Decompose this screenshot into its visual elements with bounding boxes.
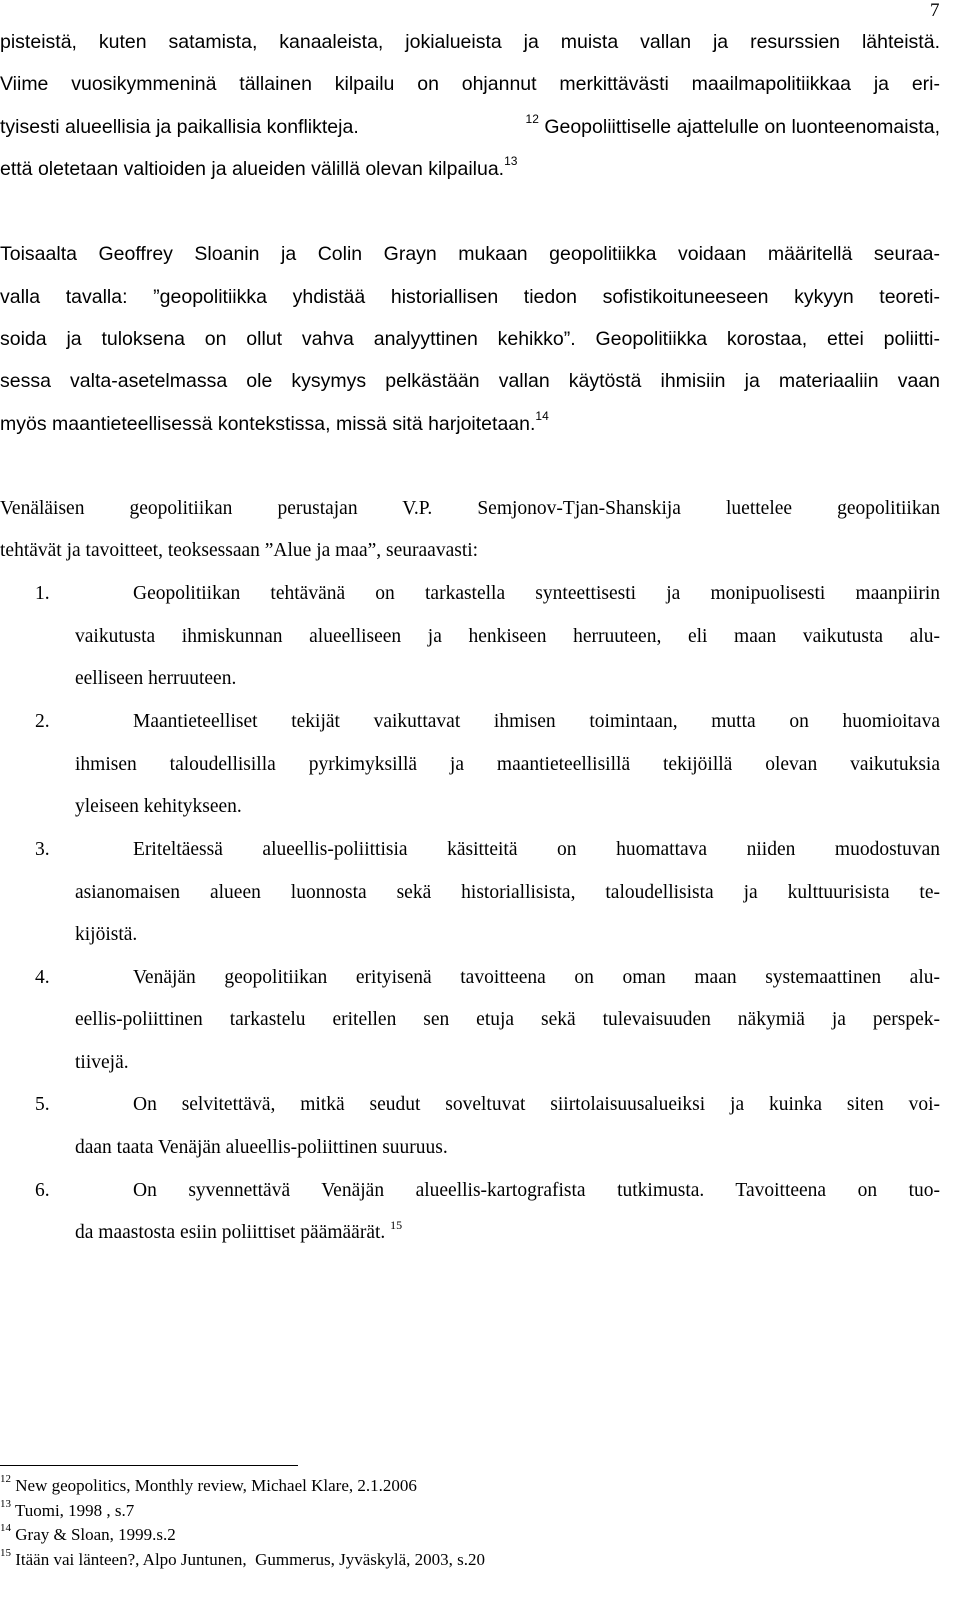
text-segment: da maastosta esiin poliittiset päämäärät.	[75, 1222, 386, 1243]
footnote-number: 12	[0, 1473, 11, 1485]
footnote-ref-14: 14	[535, 409, 549, 423]
footnote-ref-15: 15	[390, 1218, 403, 1232]
list-number: 3.	[35, 839, 50, 860]
list-number: 6.	[35, 1180, 50, 1201]
list-item-line: On selvitettävä, mitkä seudut soveltuvat siirtolaisuusalueiksi ja kuinka siten voi-	[133, 1094, 940, 1115]
text-segment: myös maantieteellisessä kontekstissa, missä sitä harjoitetaan.	[0, 413, 536, 435]
list-item-line: vaikutusta ihmiskunnan alueelliseen ja henkiseen herruuteen, eli maan vaikutusta alu-	[75, 626, 940, 647]
footnote-text: New geopolitics, Monthly review, Michael Klare, 2.1.2006	[15, 1476, 417, 1495]
text-segment: että oletetaan valtioiden ja alueiden välillä olevan kilpailua.	[0, 158, 505, 180]
list-item-line: yleiseen kehitykseen.	[75, 796, 242, 817]
footnote-ref-13: 13	[504, 154, 518, 168]
text-line: Toisaalta Geoffrey Sloanin ja Colin Grayn mukaan geopolitiikka voidaan määritellä seuraa-	[0, 243, 940, 265]
text-line: tehtävät ja tavoitteet, teoksessaan ”Alue ja maa”, seuraavasti:	[0, 540, 479, 561]
text-line: Venäläisen geopolitiikan perustajan V.P. Semjonov-Tjan-Shanskija luettelee geopolitiikan	[0, 498, 940, 519]
text-line: Viime vuosikymmeninä tällainen kilpailu on ohjannut merkittävästi maailmapolitiikkaa ja eri-	[0, 73, 940, 95]
list-item-line: daan taata Venäjän alueellis-poliittinen suuruus.	[75, 1137, 448, 1158]
footnote	[0, 1522, 176, 1544]
footnote	[0, 1498, 135, 1520]
footnote-number: 15	[0, 1547, 11, 1559]
list-number: 2.	[35, 711, 50, 732]
page-number: 7	[930, 0, 940, 21]
list-item-line: Maantieteelliset tekijät vaikuttavat ihmisen toimintaan, mutta on huomioitava	[133, 711, 940, 732]
text-line	[0, 409, 940, 435]
text-segment: tyisesti alueellisia ja paikallisia konflikteja.	[0, 116, 359, 138]
text-line	[0, 154, 940, 180]
list-item-line: eellis-poliittinen tarkastelu eritellen sen etuja sekä tulevaisuuden näkymiä ja perspek-	[75, 1009, 940, 1030]
list-item-line: Geopolitiikan tehtävänä on tarkastella synteettisesti ja monipuolisesti maanpiirin	[133, 583, 940, 604]
footnote	[0, 1547, 486, 1569]
list-number: 5.	[35, 1094, 50, 1115]
footnote-text: Itään vai länteen?, Alpo Juntunen, Gummerus, Jyväskylä, 2003, s.20	[15, 1550, 486, 1569]
text-segment: Geopoliittiselle ajattelulle on luonteenomaista,	[544, 116, 940, 138]
list-item-line: Eriteltäessä alueellis-poliittisia käsitteitä on huomattava niiden muodostuvan	[133, 839, 940, 860]
text-segment	[525, 112, 940, 138]
list-item-line	[75, 1218, 940, 1244]
text-line: valla tavalla: ”geopolitiikka yhdistää historiallisen tiedon sofistikoituneeseen kykyyn teoreti-	[0, 286, 940, 308]
footnote-number: 14	[0, 1522, 11, 1534]
footnote	[0, 1473, 417, 1495]
list-number: 4.	[35, 967, 50, 988]
text-line	[0, 112, 940, 138]
list-item-line: ihmisen taloudellisilla pyrkimyksillä ja maantieteellisillä tekijöillä olevan vaikutuksia	[75, 754, 940, 775]
list-item-line: kijöistä.	[75, 924, 138, 945]
list-number: 1.	[35, 583, 50, 604]
list-item-line: On syvennettävä Venäjän alueellis-kartografista tutkimusta. Tavoitteena on tuo-	[133, 1180, 940, 1201]
footnote-text: Gray & Sloan, 1999.s.2	[15, 1525, 176, 1544]
footnote-divider	[0, 1465, 298, 1466]
footnote-text: Tuomi, 1998 , s.7	[14, 1501, 135, 1520]
footnote-number: 13	[0, 1498, 11, 1510]
list-item-line: eelliseen herruuteen.	[75, 668, 237, 689]
list-item-line: asianomaisen alueen luonnosta sekä historiallisista, taloudellisista ja kulttuurisista te-	[75, 882, 940, 903]
text-line: pisteistä, kuten satamista, kanaaleista, jokialueista ja muista vallan ja resurssien lähteistä.	[0, 31, 940, 53]
text-line: sessa valta-asetelmassa ole kysymys pelkästään vallan käytöstä ihmisiin ja materiaaliin vaan	[0, 370, 940, 392]
text-line: soida ja tuloksena on ollut vahva analyyttinen kehikko”. Geopolitiikka korostaa, ettei poliitti-	[0, 328, 940, 350]
list-item-line: Venäjän geopolitiikan erityisenä tavoitteena on oman maan systemaattinen alu-	[133, 967, 940, 988]
list-item-line: tiivejä.	[75, 1052, 129, 1073]
footnote-ref-12: 12	[525, 112, 539, 126]
